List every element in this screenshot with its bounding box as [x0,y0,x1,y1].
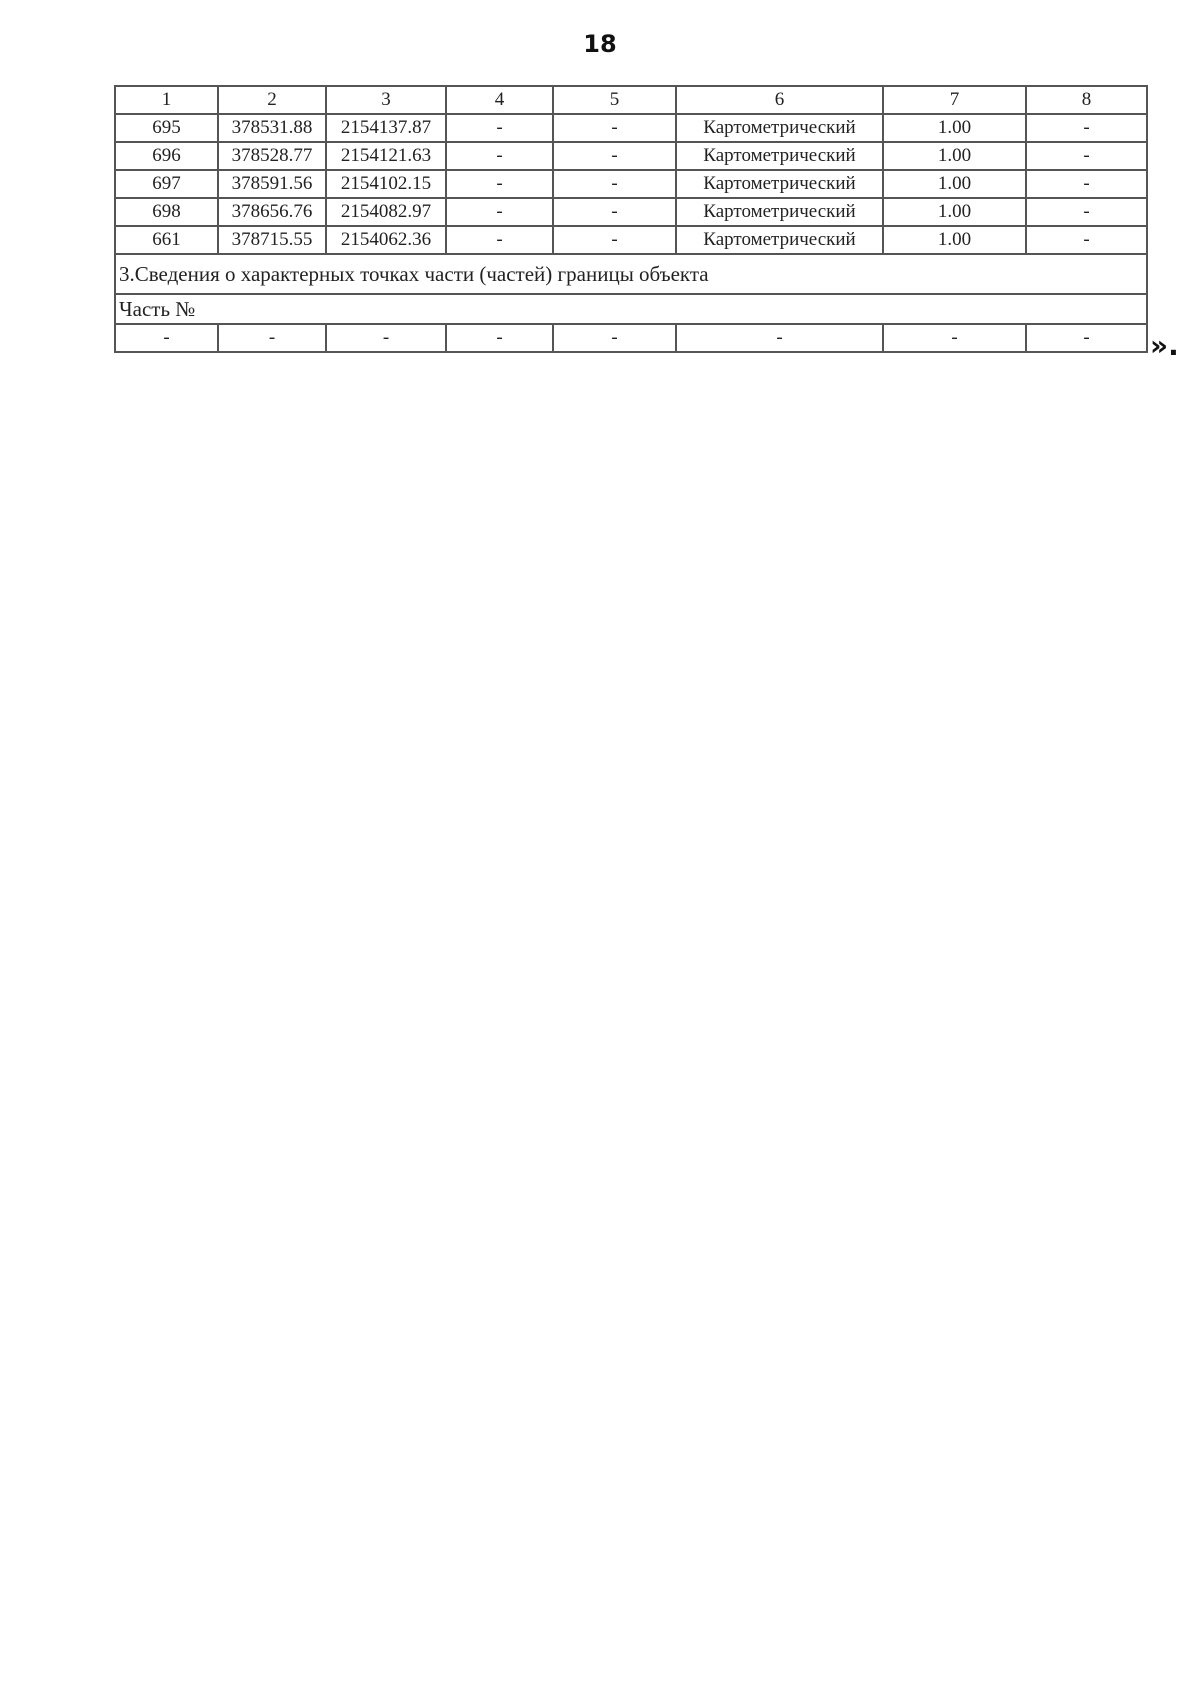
column-header: 2 [218,86,326,114]
closing-quote-mark: ». [1150,329,1179,362]
table-row [115,142,1147,170]
table-cell: - [446,198,553,226]
x-coordinate-cell: 378528.77 [218,142,326,170]
table-cell: - [446,226,553,254]
y-coordinate-cell: 2154137.87 [326,114,446,142]
table-cell: - [446,114,553,142]
table-row [115,198,1147,226]
table-cell: - [553,170,676,198]
accuracy-cell: 1.00 [883,142,1026,170]
method-cell: Картометрический [676,114,883,142]
table-cell: - [1026,170,1147,198]
table-cell: - [1026,114,1147,142]
method-cell: Картометрический [676,170,883,198]
table-cell: - [676,324,883,352]
x-coordinate-cell: 378531.88 [218,114,326,142]
accuracy-cell: 1.00 [883,198,1026,226]
table-cell: - [326,324,446,352]
table-cell: - [1026,198,1147,226]
point-number-cell: 697 [115,170,218,198]
section-title: 3.Сведения о характерных точках части (частей) границы объекта [115,254,1147,294]
accuracy-cell: 1.00 [883,226,1026,254]
x-coordinate-cell: 378591.56 [218,170,326,198]
y-coordinate-cell: 2154082.97 [326,198,446,226]
table-cell: - [446,170,553,198]
table-header-row [115,86,1147,114]
empty-data-row [115,324,1147,352]
table-cell: - [553,324,676,352]
coordinates-table [114,85,1148,353]
point-number-cell: 696 [115,142,218,170]
method-cell: Картометрический [676,198,883,226]
part-label-row [115,294,1147,324]
table-cell: - [1026,226,1147,254]
table-cell: - [553,142,676,170]
table-cell: - [553,226,676,254]
point-number-cell: 695 [115,114,218,142]
column-header: 8 [1026,86,1147,114]
column-header: 4 [446,86,553,114]
table-row [115,170,1147,198]
section-title-row [115,254,1147,294]
column-header: 7 [883,86,1026,114]
method-cell: Картометрический [676,142,883,170]
y-coordinate-cell: 2154062.36 [326,226,446,254]
point-number-cell: 698 [115,198,218,226]
table-row [115,226,1147,254]
table-cell: - [446,142,553,170]
y-coordinate-cell: 2154121.63 [326,142,446,170]
x-coordinate-cell: 378715.55 [218,226,326,254]
point-number-cell: 661 [115,226,218,254]
table-cell: - [218,324,326,352]
x-coordinate-cell: 378656.76 [218,198,326,226]
table-cell: - [883,324,1026,352]
accuracy-cell: 1.00 [883,114,1026,142]
page-number: 18 [583,30,617,58]
table-cell: - [115,324,218,352]
accuracy-cell: 1.00 [883,170,1026,198]
part-number-label: Часть № [115,294,1147,324]
table-cell: - [1026,142,1147,170]
column-header: 5 [553,86,676,114]
table-row [115,114,1147,142]
column-header: 3 [326,86,446,114]
y-coordinate-cell: 2154102.15 [326,170,446,198]
column-header: 1 [115,86,218,114]
table-cell: - [553,198,676,226]
column-header: 6 [676,86,883,114]
table-cell: - [446,324,553,352]
table-cell: - [1026,324,1147,352]
table-cell: - [553,114,676,142]
method-cell: Картометрический [676,226,883,254]
